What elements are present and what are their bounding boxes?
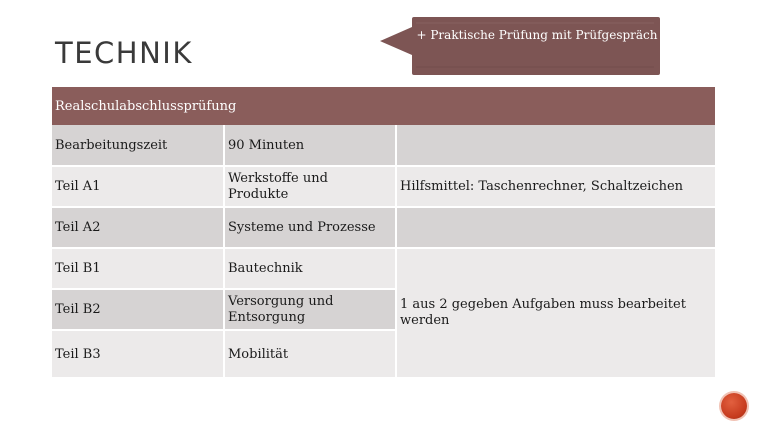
row-subject-text: Versorgung und Entsorgung [228,293,334,325]
table-header: Realschulabschlussprüfung [52,87,715,125]
row-label: Teil B1 [52,248,224,289]
row-label: Teil A2 [52,207,224,248]
circle-next-icon[interactable] [721,393,747,419]
row-subject: Mobilität [224,330,396,378]
table-row [52,166,715,207]
row-subject: Systeme und Prozesse [224,207,396,248]
row-subject [224,289,396,330]
callout-box [380,17,665,77]
merged-note-cell [396,248,715,378]
merged-note-text: 1 aus 2 gegeben Aufgaben muss bearbeitet werden [400,297,686,328]
row-label: Bearbeitungszeit [52,125,224,166]
callout-shape [380,17,665,77]
row-note [396,207,715,248]
exam-table [52,87,715,379]
row-subject: Bautechnik [224,248,396,289]
table-row [52,207,715,248]
table-row [52,125,715,166]
callout-text: + Praktische Prüfung mit Prüfgespräch [416,28,658,42]
table-row [52,248,715,289]
row-note [396,125,715,166]
page-title: TECHNIK [55,36,193,70]
row-label: Teil A1 [52,166,224,207]
row-label: Teil B3 [52,330,224,378]
row-note: Hilfsmittel: Taschenrechner, Schaltzeichen [396,166,715,207]
row-subject-text: Werkstoffe und Produkte [228,170,328,202]
row-subject: 90 Minuten [224,125,396,166]
row-subject [224,166,396,207]
row-label: Teil B2 [52,289,224,330]
